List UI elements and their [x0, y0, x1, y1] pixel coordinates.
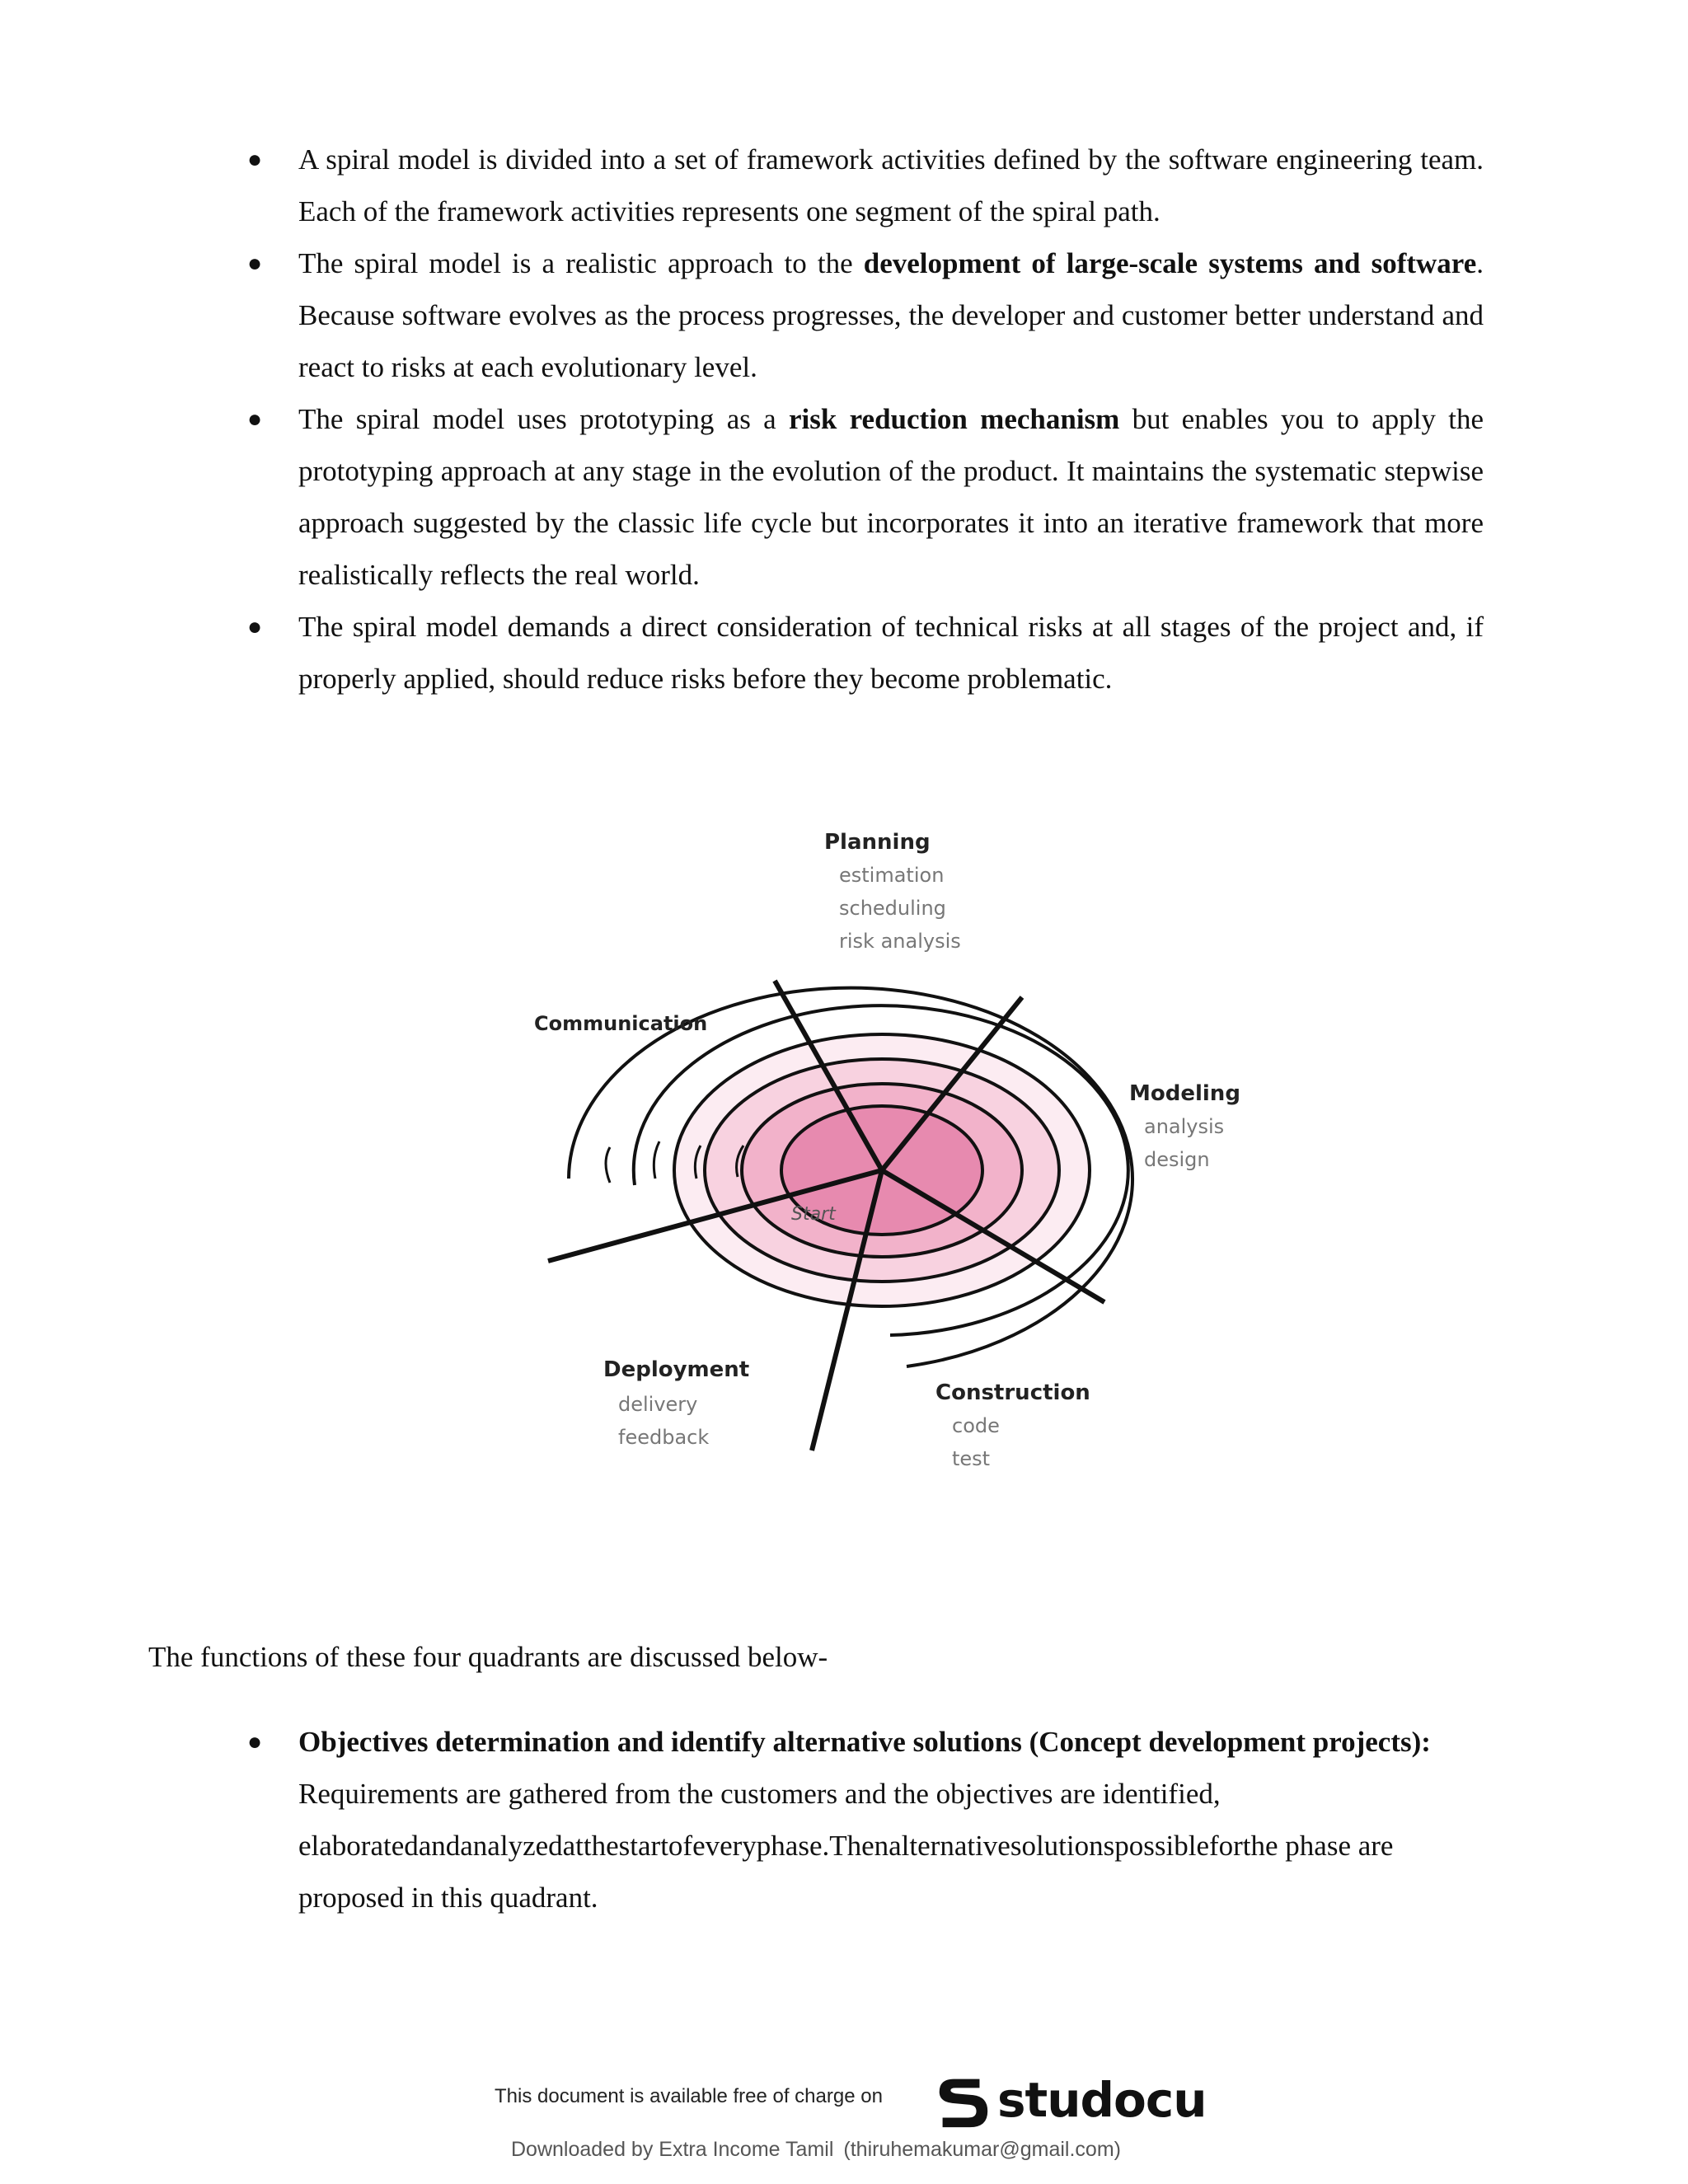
construction-item: test — [952, 1447, 991, 1470]
body-text: The spiral model uses prototyping as a — [298, 403, 789, 435]
bullet-icon: ● — [247, 146, 263, 173]
footer-availability-note: This document is available free of charge on — [495, 2085, 883, 2107]
bullet-item — [247, 237, 1484, 393]
construction-item: code — [952, 1414, 1000, 1437]
deployment-item: delivery — [618, 1393, 698, 1416]
spiral-model-diagram — [528, 816, 1253, 1492]
construction-title: Construction — [935, 1380, 1090, 1405]
downloader-email: (thiruhemakumar@gmail.com) — [843, 2138, 1121, 2161]
body-text: but enables you to apply the prototyping approach at any stage in the evolution of the product. It maintains the systematic stepwise approach suggested by the classic life cycle but incorporates it into an iterative framework that more realistically reflects the real world. — [298, 403, 1484, 591]
planning-item: scheduling — [839, 897, 946, 920]
studocu-logo-icon — [930, 2068, 994, 2132]
bullet-icon: ● — [247, 250, 263, 277]
bold-text: risk reduction mechanism — [789, 403, 1120, 435]
quadrant-item — [247, 1716, 1434, 1924]
deployment-item: feedback — [618, 1426, 710, 1449]
planning-title: Planning — [824, 830, 931, 855]
bullet-icon: ● — [247, 405, 263, 433]
spiral-model-figure — [528, 816, 1253, 1492]
bullet-icon: ● — [247, 1728, 263, 1755]
deployment-title: Deployment — [603, 1357, 750, 1382]
modeling-item: analysis — [1144, 1115, 1225, 1138]
downloaded-by-line — [511, 2138, 1121, 2162]
communication-title: Communication — [534, 1012, 708, 1035]
bullet-item — [247, 393, 1484, 601]
studocu-wordmark: studocu — [997, 2072, 1207, 2128]
body-text: . Because software evolves as the process progresses, the developer and customer better understand and react to risks at each evolutionary level. — [298, 247, 1484, 383]
planning-item: estimation — [839, 864, 945, 887]
bullet-icon: ● — [247, 613, 263, 640]
body-text: A spiral model is divided into a set of framework activities defined by the software engineering team. Each of the framework activities represents one segment of the spiral path. — [298, 143, 1484, 227]
arrow-icon — [606, 1147, 610, 1183]
quadrants-intro: The functions of these four quadrants are discussed below- — [148, 1641, 828, 1673]
bullet-item — [247, 601, 1484, 705]
body-text: The spiral model demands a direct consideration of technical risks at all stages of the project and, if properly applied, should reduce risks before they become problematic. — [298, 611, 1484, 695]
spiral-model-bullet-list — [247, 134, 1484, 705]
bullet-item — [247, 134, 1484, 237]
downloaded-by-text: Downloaded by Extra Income Tamil — [511, 2138, 834, 2161]
body-text: The spiral model is a realistic approach to the — [298, 247, 864, 279]
quadrant-bullet-list — [247, 1716, 1434, 1924]
bold-text: development of large-scale systems and software — [863, 247, 1477, 279]
body-text: Requirements are gathered from the customers and the objectives are identified, elaboratedandanalyzedatthestartofeveryphase.Thenalternativesolutionspossibleforthe phase are proposed in this quadrant. — [298, 1778, 1394, 1914]
arrow-icon — [654, 1141, 659, 1179]
modeling-item: design — [1144, 1148, 1210, 1171]
studocu-brand[interactable] — [930, 2067, 1207, 2133]
start-label: Start — [791, 1204, 836, 1225]
modeling-title: Modeling — [1129, 1081, 1240, 1106]
planning-item: risk analysis — [839, 930, 961, 953]
bold-text: Objectives determination and identify alternative solutions (Concept development projects): — [298, 1726, 1431, 1758]
